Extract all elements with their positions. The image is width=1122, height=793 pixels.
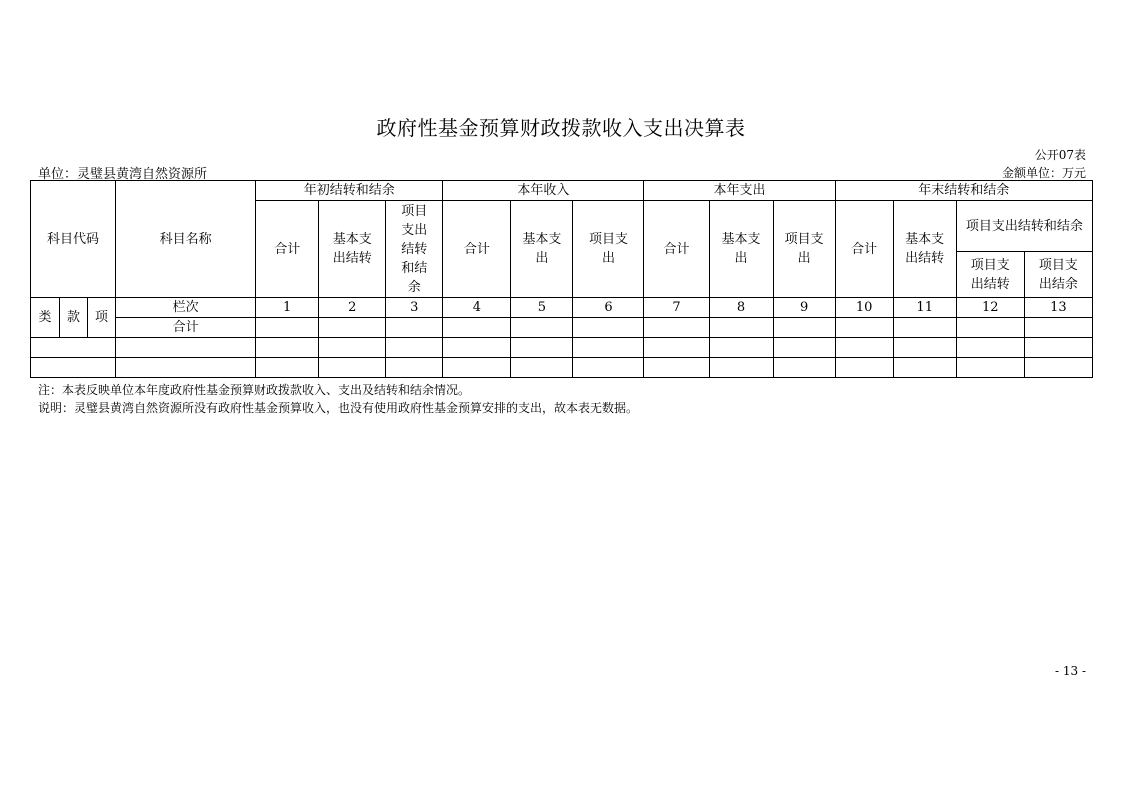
- header-end-basic-carry: [893, 201, 956, 298]
- table-cell: [835, 358, 893, 378]
- notes: [38, 381, 638, 417]
- table-cell: [443, 358, 511, 378]
- table-cell: [573, 358, 644, 378]
- header-begin-project-carry-label: 项目支出结转和结余: [401, 203, 428, 295]
- code-kuan: 款: [60, 298, 88, 338]
- table-cell: [386, 318, 443, 338]
- table-cell: [386, 338, 443, 358]
- table-cell: [709, 318, 773, 338]
- table-cell: [443, 318, 511, 338]
- table-cell: [773, 318, 835, 338]
- header-end-project-carry-label: 项目支出结转: [970, 257, 1010, 292]
- table-cell: [773, 358, 835, 378]
- header-begin-basic-carry: [319, 201, 386, 298]
- col-number: 3: [386, 298, 443, 318]
- col-number: 7: [644, 298, 709, 318]
- header-end-basic-carry-label: 基本支出结转: [905, 232, 945, 266]
- table-cell: [319, 358, 386, 378]
- header-income-total: 合计: [443, 201, 511, 298]
- page-number: - 13 -: [1054, 664, 1086, 678]
- currency-unit: 金额单位：万元: [1001, 166, 1086, 180]
- header-begin-project-carry: [386, 201, 443, 298]
- table-cell: [319, 338, 386, 358]
- table-cell: [773, 338, 835, 358]
- reporting-unit: 单位：灵璧县黄湾自然资源所: [38, 167, 208, 182]
- table-cell: [511, 318, 573, 338]
- col-number: 13: [1024, 298, 1092, 318]
- table-cell: [256, 358, 319, 378]
- table-cell: [644, 338, 709, 358]
- note-line: 说明：灵璧县黄湾自然资源所没有政府性基金预算收入，也没有使用政府性基金预算安排的支出，故本表无数据。: [38, 401, 639, 415]
- code-lei: 类: [31, 298, 60, 338]
- col-number: 12: [956, 298, 1024, 318]
- header-expense-basic-label: 基本支出: [721, 232, 761, 266]
- table-cell: [956, 338, 1024, 358]
- code-xiang: 项: [88, 298, 116, 338]
- table-cell: [386, 358, 443, 378]
- header-income-basic-label: 基本支出: [522, 232, 562, 266]
- table-cell: [956, 358, 1024, 378]
- table-cell: [835, 338, 893, 358]
- col-number: 5: [511, 298, 573, 318]
- header-group-end: 年末结转和结余: [835, 181, 1092, 201]
- col-number: 1: [256, 298, 319, 318]
- table-cell: [116, 358, 256, 378]
- table-cell: [443, 338, 511, 358]
- budget-table: [30, 180, 1093, 378]
- col-number: 8: [709, 298, 773, 318]
- table-cell: [511, 358, 573, 378]
- form-number: 公开07表: [1034, 148, 1086, 162]
- header-end-project-carry: [956, 252, 1024, 298]
- header-income-project: [573, 201, 644, 298]
- table-cell: [709, 358, 773, 378]
- header-income-basic: [511, 201, 573, 298]
- header-group-expense: 本年支出: [644, 181, 835, 201]
- col-number: 6: [573, 298, 644, 318]
- col-number: 2: [319, 298, 386, 318]
- table-cell: [1024, 318, 1092, 338]
- header-subject-name: 科目名称: [116, 181, 256, 298]
- header-end-total: 合计: [835, 201, 893, 298]
- table-cell: [893, 358, 956, 378]
- table-cell: [319, 318, 386, 338]
- header-begin-basic-carry-label: 基本支出结转: [332, 232, 372, 266]
- row-label-total: 合计: [116, 318, 256, 338]
- table-cell: [31, 358, 116, 378]
- header-group-begin: 年初结转和结余: [256, 181, 443, 201]
- table-cell: [893, 338, 956, 358]
- note-line: 注：本表反映单位本年度政府性基金预算财政拨款收入、支出及结转和结余情况。: [38, 383, 471, 397]
- table-cell: [511, 338, 573, 358]
- header-end-project-surplus: [1024, 252, 1092, 298]
- header-begin-total: 合计: [256, 201, 319, 298]
- table-cell: [256, 318, 319, 338]
- header-income-project-label: 项目支出: [588, 232, 628, 266]
- header-end-project-group: [956, 201, 1092, 252]
- table-cell: [644, 358, 709, 378]
- col-number: 10: [835, 298, 893, 318]
- row-label-lanci: 栏次: [116, 298, 256, 318]
- table-row: [31, 338, 1093, 358]
- table-cell: [573, 338, 644, 358]
- header-end-project-group-label: 项目支出结转和结余: [965, 218, 1083, 234]
- header-end-project-surplus-label: 项目支出结余: [1038, 257, 1078, 292]
- table-cell: [1024, 358, 1092, 378]
- table-cell: [256, 338, 319, 358]
- table-cell: [956, 318, 1024, 338]
- table-cell: [835, 318, 893, 338]
- table-cell: [573, 318, 644, 338]
- table-row: [31, 358, 1093, 378]
- table-cell: [1024, 338, 1092, 358]
- col-number: 4: [443, 298, 511, 318]
- page-title: 政府性基金预算财政拨款收入支出决算表: [376, 116, 746, 140]
- header-expense-project-label: 项目支出: [784, 232, 824, 266]
- table-row-total: [31, 318, 1093, 338]
- col-number: 11: [893, 298, 956, 318]
- table-cell: [116, 338, 256, 358]
- header-group-income: 本年收入: [443, 181, 644, 201]
- header-expense-basic: [709, 201, 773, 298]
- table-cell: [893, 318, 956, 338]
- table-cell: [644, 318, 709, 338]
- header-expense-total: 合计: [644, 201, 709, 298]
- table-cell: [709, 338, 773, 358]
- header-expense-project: [773, 201, 835, 298]
- col-number: 9: [773, 298, 835, 318]
- header-subject-code: 科目代码: [31, 181, 116, 298]
- table-cell: [31, 338, 116, 358]
